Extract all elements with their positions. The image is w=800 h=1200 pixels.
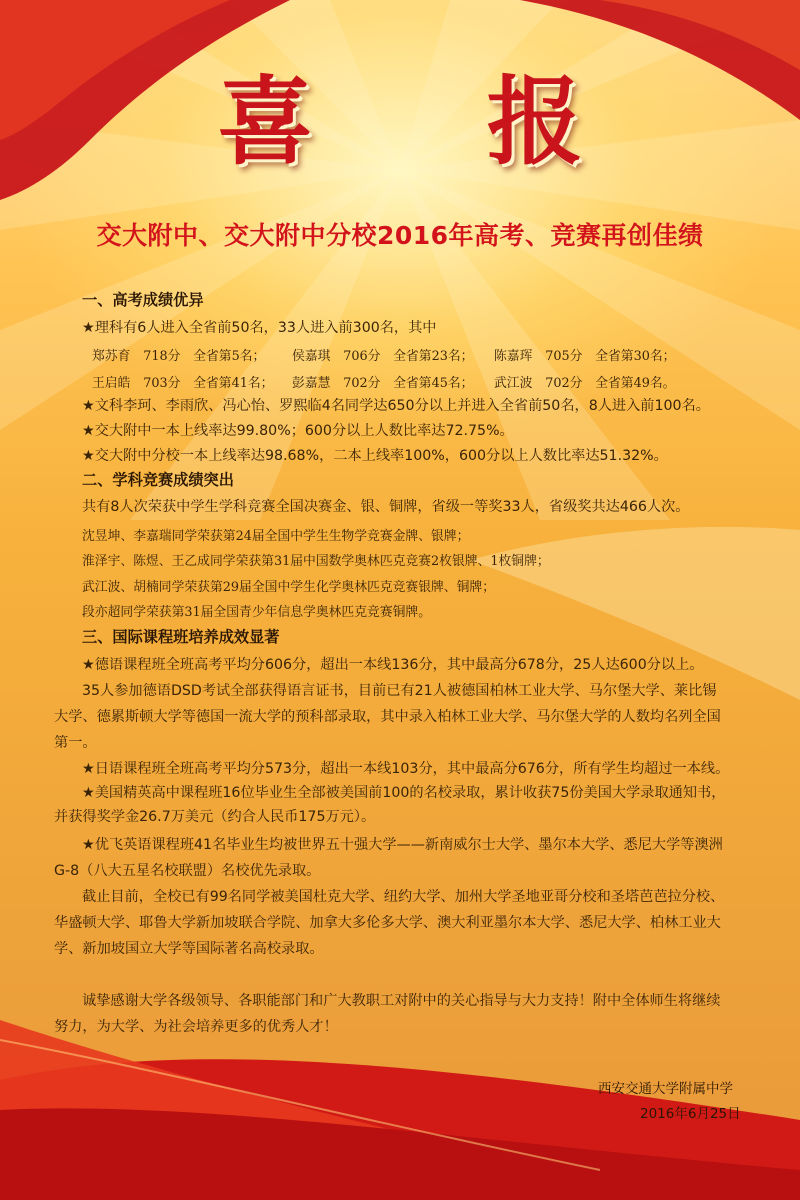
rank-entry: 王启皓 703分 全省第41名；	[92, 376, 274, 391]
rank-entry: 武江波 702分 全省第49名。	[494, 376, 676, 391]
section3-line: 第一。	[54, 735, 97, 751]
rank-entry: 侯嘉琪 706分 全省第23名；	[292, 349, 474, 364]
poster-title: 喜 报	[217, 65, 653, 178]
section3-line: 35人参加德语DSD考试全部获得语言证书，目前已有21人被德国柏林工业大学、马尔堡大学、莱比锡	[82, 683, 717, 699]
section1-line1: ★理科有6人进入全省前50名，33人进入前300名，其中	[82, 320, 437, 336]
competition-detail: 武江波、胡楠同学荣获第29届全国中学生化学奥林匹克竞赛银牌、铜牌；	[82, 580, 495, 595]
section2-heading: 二、学科竞赛成绩突出	[82, 471, 234, 489]
section3-line: 大学、德累斯顿大学等德国一流大学的预科部录取，其中录入柏林工业大学、马尔堡大学的人数均名列全国	[54, 709, 721, 725]
section3-line: 华盛顿大学、耶鲁大学新加坡联合学院、加拿大多伦多大学、澳大利亚墨尔本大学、悉尼大学、柏林工业大	[54, 915, 721, 931]
closing-line2: 努力，为大学、为社会培养更多的优秀人才！	[54, 1019, 338, 1035]
section3-line: G-8（八大五星名校联盟）名校优先录取。	[54, 863, 321, 879]
section1-heading: 一、高考成绩优异	[82, 291, 204, 309]
rank-entry: 陈嘉珲 705分 全省第30名；	[494, 349, 676, 364]
rank-entry: 彭嘉慧 702分 全省第45名；	[292, 376, 474, 391]
competition-detail: 段亦超同学荣获第31届全国青少年信息学奥林匹克竞赛铜牌。	[82, 605, 432, 620]
section3-line: ★日语课程班全班高考平均分573分，超出一本线103分，其中最高分676分，所有学生均超过一本线。	[82, 761, 730, 777]
section3-line: ★美国精英高中课程班16位毕业生全部被美国前100的名校录取，累计收获75份美国大学录取通知书，	[82, 785, 726, 801]
signature-date: 2016年6月25日	[640, 1106, 741, 1122]
section1-line2: ★文科李珂、李雨欣、冯心怡、罗熙临4名同学达650分以上并进入全省前50名，8人进入前100名。	[82, 398, 710, 414]
rank-entry: 郑苏育 718分 全省第5名；	[92, 349, 266, 364]
section1-line4: ★交大附中分校一本上线率达98.68%，二本上线率100%，600分以上人数比率达51.32%。	[82, 448, 668, 464]
competition-detail: 沈昱坤、李嘉瑞同学荣获第24届全国中学生生物学竞赛金牌、银牌；	[82, 529, 470, 544]
poster-subtitle: 交大附中、交大附中分校2016年高考、竞赛再创佳绩	[96, 221, 704, 250]
section3-line: 学、新加坡国立大学等国际著名高校录取。	[54, 941, 324, 957]
section1-line3: ★交大附中一本上线率达99.80%；600分以上人数比率达72.75%。	[82, 423, 514, 439]
section3-line: ★德语课程班全班高考平均分606分，超出一本线136分，其中最高分678分，25人达600分以上。	[82, 657, 704, 673]
closing-line1: 诚挚感谢大学各级领导、各职能部门和广大教职工对附中的关心指导与大力支持！附中全体师生将继续	[82, 993, 721, 1009]
section3-line: 并获得奖学金26.7万美元（约合人民币175万元）。	[54, 809, 376, 825]
signature-org: 西安交通大学附属中学	[598, 1081, 733, 1097]
section3-line: ★优飞英语课程班41名毕业生均被世界五十强大学——新南威尔士大学、墨尔本大学、悉尼大学等澳洲	[82, 837, 723, 853]
competition-detail: 淮泽宇、陈煜、王乙成同学荣获第31届中国数学奥林匹克竞赛2枚银牌、1枚铜牌；	[82, 554, 550, 569]
section3-line: 截止目前，全校已有99名同学被美国杜克大学、纽约大学、加州大学圣地亚哥分校和圣塔芭芭拉分校、	[82, 889, 725, 905]
section2-line1: 共有8人次荣获中学生学科竞赛全国决赛金、银、铜牌，省级一等奖33人，省级奖共达466人次。	[82, 499, 690, 515]
section3-heading: 三、国际课程班培养成效显著	[82, 628, 280, 646]
